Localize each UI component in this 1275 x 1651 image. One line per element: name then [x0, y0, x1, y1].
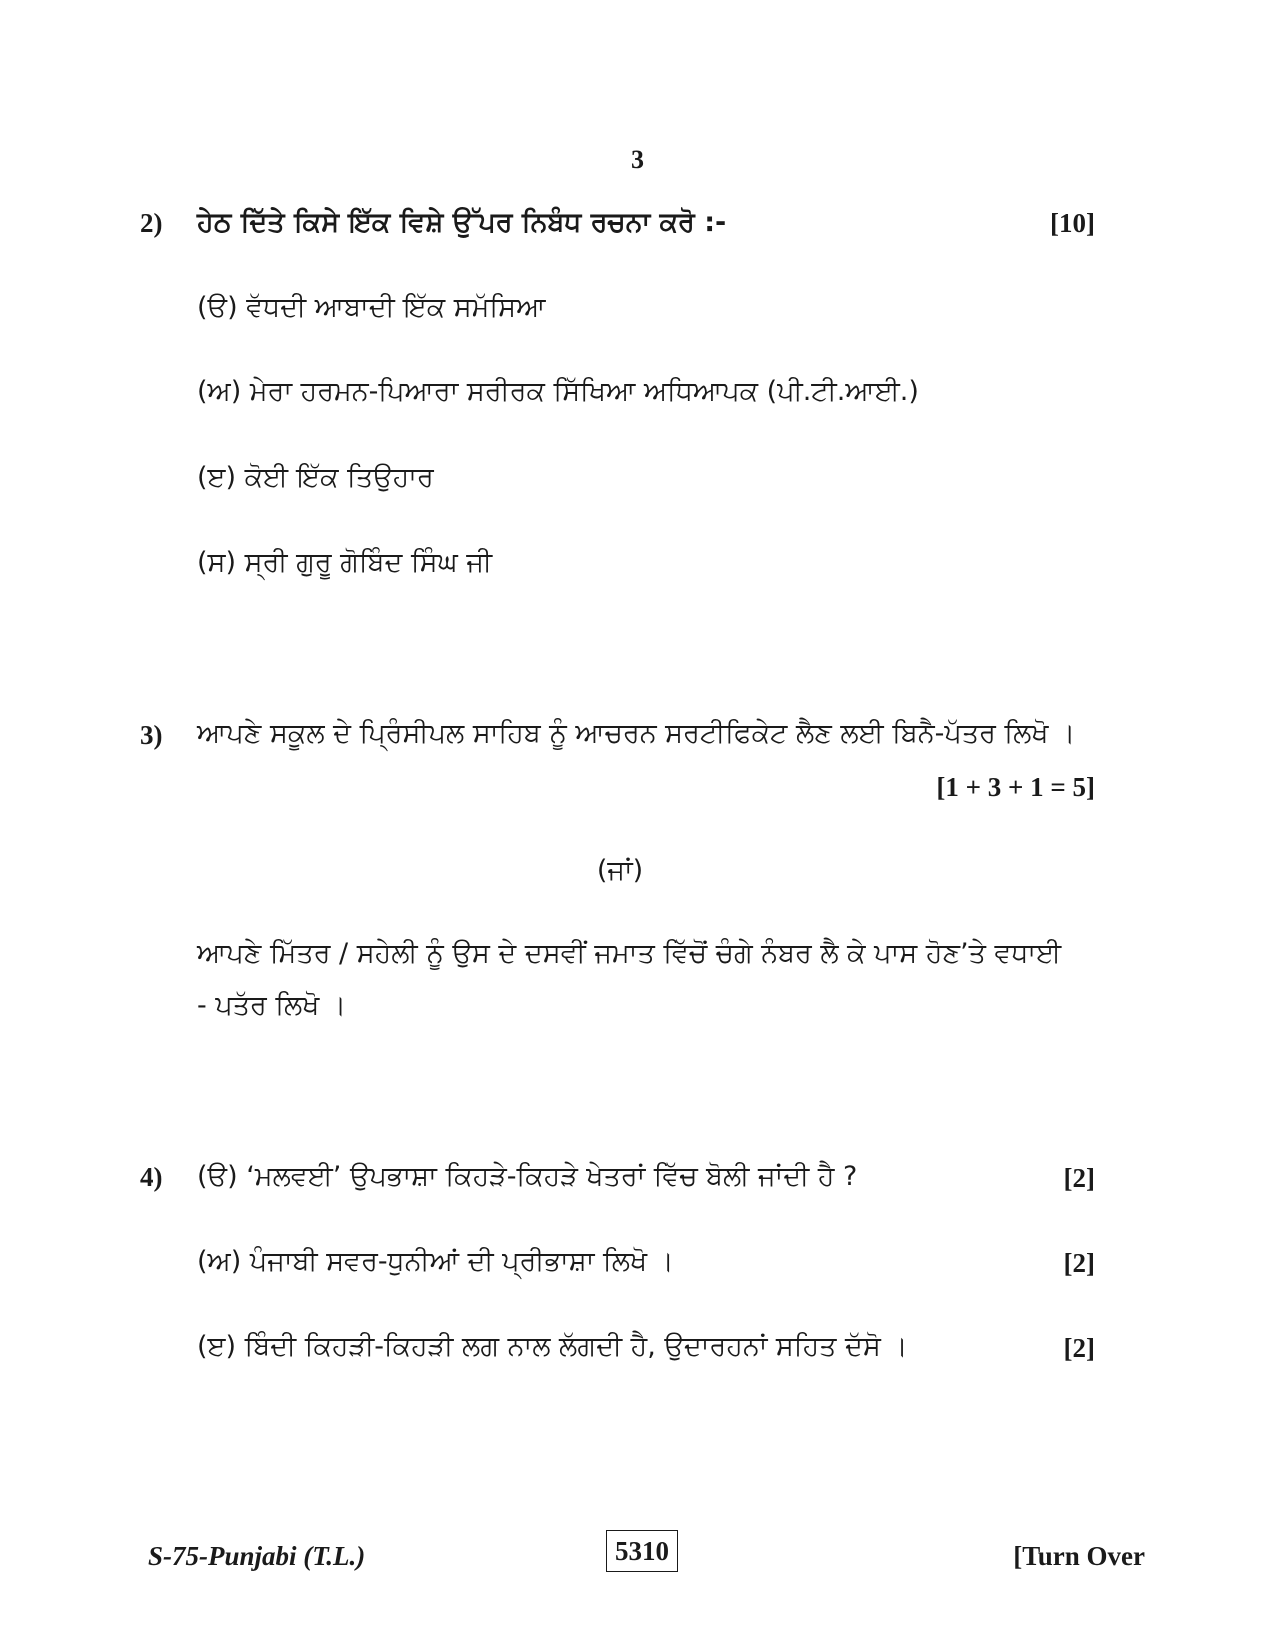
question-3-alternative-line-2: - ਪਤੱਰ ਲਿਖੋ ।	[197, 990, 347, 1021]
question-2-option-b: (ਅ) ਮੇਰਾ ਹਰਮਨ-ਪਿਆਰਾ ਸਰੀਰਕ ਸਿੱਖਿਆ ਅਧਿਆਪਕ (ਪੀ.ਟੀ.ਆਈ.)	[197, 376, 919, 407]
question-3-alternative-line-1: ਆਪਣੇ ਮਿੱਤਰ / ਸਹੇਲੀ ਨੂੰ ਉਸ ਦੇ ਦਸਵੀਂ ਜਮਾਤ ਵਿੱਚੋਂ ਚੰਗੇ ਨੰਬਰ ਲੈ ਕੇ ਪਾਸ ਹੋਣ’ਤੇ ਵਧਾਈ	[197, 938, 1062, 969]
question-2-prompt: ਹੇਠ ਦਿੱਤੇ ਕਿਸੇ ਇੱਕ ਵਿਸ਼ੇ ਉੱਪਰ ਨਿਬੰਧ ਰਚਨਾ ਕਰੋ :-	[197, 207, 727, 238]
question-3-marks: [1 + 3 + 1 = 5]	[936, 772, 1095, 802]
question-3-number: 3)	[140, 720, 163, 750]
question-4-part-b-marks: [2]	[1063, 1248, 1095, 1278]
footer-serial-box: 5310	[606, 1530, 678, 1572]
question-4-part-a-marks: [2]	[1063, 1163, 1095, 1193]
question-2-number: 2)	[140, 208, 163, 238]
footer-paper-code: S-75-Punjabi (T.L.)	[148, 1541, 366, 1571]
footer-turn-over: [Turn Over	[1013, 1541, 1145, 1571]
question-2-option-d: (ਸ) ਸ੍ਰੀ ਗੁਰੂ ਗੋਬਿੰਦ ਸਿੰਘ ਜੀ	[197, 547, 493, 578]
question-2-option-a: (ੳ) ਵੱਧਦੀ ਆਬਾਦੀ ਇੱਕ ਸਮੱਸਿਆ	[197, 292, 546, 323]
or-label: (ਜਾਂ)	[596, 855, 644, 886]
question-4-part-a: (ੳ) ‘ਮਲਵਈ’ ਉਪਭਾਸ਼ਾ ਕਿਹੜੇ-ਕਿਹੜੇ ਖੇਤਰਾਂ ਵਿੱਚ ਬੋਲੀ ਜਾਂਦੀ ਹੈ ?	[197, 1161, 858, 1192]
question-2-marks: [10]	[1050, 208, 1095, 238]
question-3-prompt: ਆਪਣੇ ਸਕੂਲ ਦੇ ਪ੍ਰਿੰਸੀਪਲ ਸਾਹਿਬ ਨੂੰ ਆਚਰਨ ਸਰਟੀਫਿਕੇਟ ਲੈਣ ਲਈ ਬਿਨੈ-ਪੱਤਰ ਲਿਖੋ ।	[197, 718, 1076, 749]
question-4-part-b: (ਅ) ਪੰਜਾਬੀ ਸਵਰ-ਧੁਨੀਆਂ ਦੀ ਪ੍ਰੀਭਾਸ਼ਾ ਲਿਖੋ ।	[197, 1246, 674, 1277]
question-4-number: 4)	[140, 1162, 163, 1192]
question-4-part-c-marks: [2]	[1063, 1333, 1095, 1363]
page-number: 3	[631, 145, 644, 174]
question-4-part-c: (ੲ) ਬਿੰਦੀ ਕਿਹੜੀ-ਕਿਹੜੀ ਲਗ ਨਾਲ ਲੱਗਦੀ ਹੈ, ਉਦਾਰਹਨਾਂ ਸਹਿਤ ਦੱਸੋ ।	[197, 1331, 908, 1362]
question-2-option-c: (ੲ) ਕੋਈ ਇੱਕ ਤਿਉਹਾਰ	[197, 462, 434, 493]
